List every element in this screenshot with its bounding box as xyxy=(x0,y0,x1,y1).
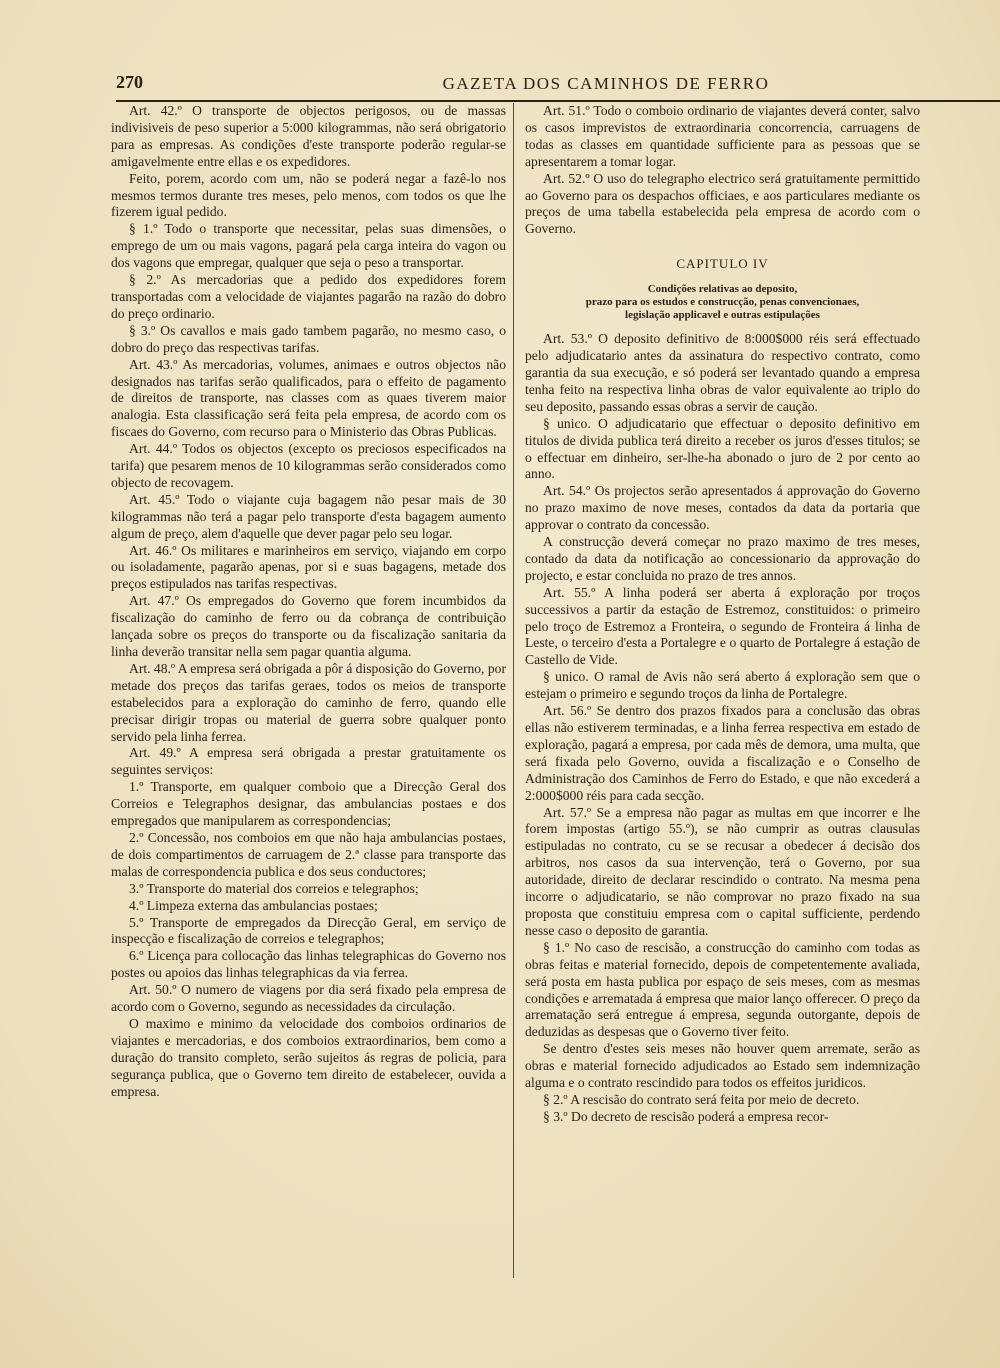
left-column xyxy=(111,103,506,1288)
paragraph: Art. 47.º Os empregados do Governo que forem incumbidos da fiscalização do caminho de ferro ou da cobrança de contribuição lançada sobre os preços do transporte ou da fiscalização sanitaria da linha deverão transitar nella sem pagar quantia alguma. xyxy=(111,593,506,659)
paragraph: Art. 51.º Todo o comboio ordinario de viajantes deverá conter, salvo os casos imprevistos de extraordinaria concorrencia, carruagens de todas as classes em quantidade sufficiente para as pessoas que se apresentarem a tomar logar. xyxy=(525,103,920,169)
paragraph: Art. 54.º Os projectos serão apresentados á approvação do Governo no prazo maximo de nove meses, contados da data da portaria que approvar o contrato da concessão. xyxy=(525,483,920,533)
paragraph: Art. 52.º O uso do telegrapho electrico será gratuitamente permittido ao Governo para os despachos officiaes, e aos particulares mediante os preços de uma tabella estabelecida pela empresa de acordo com o Governo. xyxy=(525,170,920,237)
chapter-title: CAPITULO IV xyxy=(676,256,769,272)
paragraph: Art. 53.º O deposito definitivo de 8:000$000 réis será effectuado pelo adjudicatario antes da assinatura do respectivo contrato, como garantia da sua execução, e só poderá ser levantado quando a empresa tenha feito na respectiva linha obras de valor equivalente ao triplo do seu deposito, passando essas obras a servir de caução. xyxy=(525,331,920,414)
paragraph: § 3.º Do decreto de rescisão poderá a empresa recor- xyxy=(543,1108,829,1124)
paragraph: O maximo e minimo da velocidade dos comboios ordinarios de viajantes e mercadorias, e dos comboios extraordinarios, bem como a duração do transito completo, serão sujeitos ás regras de policia, para segurança publica, que o Governo tem direito de estabelecer, ouvida a empresa. xyxy=(111,1015,506,1099)
paragraph: 5.º Transporte de empregados da Direcção Geral, em serviço de inspecção e fiscalização de correios e telegraphos; xyxy=(111,914,506,947)
journal-title: GAZETA DOS CAMINHOS DE FERRO xyxy=(442,74,770,93)
paragraph: § 2.º As mercadorias que a pedido dos expedidores forem transportadas com a velocidade de viajantes pagarão na razão do dobro do preço ordinario. xyxy=(111,272,506,321)
paragraph: Art. 45.º Todo o viajante cuja bagagem não pesar mais de 30 kilogrammas não terá a pagar pelo transporte d'esta bagagem aumento algum de preço, alem d'aquelle que dever pagar pelo seu logar. xyxy=(111,491,506,541)
paragraph: Art. 43.º As mercadorias, volumes, animaes e outros objectos não designados nas tarifas serão qualificados, para o effeito de pagamento de direitos de transporte, nas classes com as quaes tiverem maior analogia. Esta classificação será feita pela empresa, de acordo com os fiscaes do Governo, com recurso para o Ministerio das Obras Publicas. xyxy=(111,356,506,440)
paragraph: Art. 46.º Os militares e marinheiros em serviço, viajando em corpo ou isoladamente, pagarão apenas, por si e suas bagagens, metade dos preços estipulados nas tarifas respectivas. xyxy=(111,542,506,592)
column-divider xyxy=(513,103,514,1278)
paragraph: 2.º Concessão, nos comboios em que não haja ambulancias postaes, de dois compartimentos de carruagem de 2.ª classe para transporte das malas de correspondencia publica e dos seus conductores; xyxy=(111,829,506,879)
paragraph: 3.º Transporte do material dos correios e telegraphos; xyxy=(129,880,419,896)
paragraph: Feito, porem, acordo com um, não se poderá negar a fazê-lo nos mesmos termos durante tres meses, pelo menos, com todos os que lhe fizerem igual pedido. xyxy=(111,170,506,220)
paragraph: § 2.º A rescisão do contrato será feita por meio de decreto. xyxy=(543,1091,860,1107)
paragraph: Art. 44.º Todos os objectos (excepto os preciosos especificados na tarifa) que pesarem menos de 10 kilogrammas serão considerados como objecto de recovagem. xyxy=(111,441,506,490)
paragraph: 6.º Licença para collocação das linhas telegraphicas do Governo nos postes ou apoios das linhas telegraphicas da via ferrea. xyxy=(111,948,506,981)
paragraph: Art. 48.º A empresa será obrigada a pôr á disposição do Governo, por metade dos preços das tarifas geraes, todos os meios de transporte estabelecidos para a exploração do caminho de ferro, quando elle precisar dirigir tropas ou material de guerra sobre qualquer ponto servido pela linha ferrea. xyxy=(111,660,506,744)
paragraph: Art. 49.º A empresa será obrigada a prestar gratuitamente os seguintes serviços: xyxy=(111,745,506,778)
paragraph: § unico. O adjudicatario que effectuar o deposito definitivo em titulos de divida publica terá direito a receber os juros d'esses titulos; se o effectuar em dinheiro, ser-lhe-ha abonado o juro de 2 por cento ao anno. xyxy=(525,415,920,482)
paragraph: Art. 56.º Se dentro dos prazos fixados para a conclusão das obras ellas não estiverem terminadas, e a linha ferrea respectiva em estado de exploração, pagará a empresa, por cada mês de demora, uma multa, que será fixada pelo Governo, ouvida a fiscalização e o Conselho de Administração dos Caminhos de Ferro do Estado, e que não excederá a 2:000$000 réis para cada secção. xyxy=(525,703,920,803)
paragraph: Art. 57.º Se a empresa não pagar as multas em que incorrer e lhe forem impostas (artigo 55.º), se não cumprir as outras clausulas estipuladas no contrato, cu se se recusar a obedecer á decisão dos arbitros, nos casos da sua intervenção, terá o Governo, por sua autoridade, direito de declarar rescindido o contrato. Na mesma pena incorre o adjudicatario, se não comprovar no prazo fixado na sua proposta que constituiu empresa com o capital sufficiente, perdendo nesse caso o deposito de garantia. xyxy=(525,804,920,938)
paragraph: Se dentro d'estes seis meses não houver quem arremate, serão as obras e material fornecido adjudicados ao Estado sem indemnização alguma e o contrato rescindido para todos os effeitos juridicos. xyxy=(525,1041,920,1091)
paragraph: 4.º Limpeza externa das ambulancias postaes; xyxy=(129,897,378,913)
paragraph: § 3.º Os cavallos e mais gado tambem pagarão, no mesmo caso, o dobro do preço das respectivas tarifas. xyxy=(111,322,506,355)
page-header xyxy=(116,70,1000,102)
paragraph: Art. 50.º O numero de viagens por dia será fixado pela empresa de acordo com o Governo, segundo as necessidades da circulação. xyxy=(111,982,506,1015)
page-number: 270 xyxy=(116,72,143,92)
paragraph: § 1.º Todo o transporte que necessitar, pelas suas dimensões, o emprego de um ou mais vagons, pagará pela carga inteira do vagon ou dos vagons que empregar, qualquer que seja o peso a transportar. xyxy=(111,221,506,271)
paragraph: § unico. O ramal de Avis não será aberto á exploração sem que o estejam o primeiro e segundo troços da linha de Portalegre. xyxy=(525,669,920,702)
chapter-subtitle: Condições relativas ao deposito, prazo para os estudos e construcção, penas convencionaes, legislação applicavel e outras estipulações xyxy=(585,283,860,322)
right-column xyxy=(525,103,920,1288)
paragraph: A construcção deverá começar no prazo maximo de tres meses, contado da data da notificação ao concessionario da approvação do projecto, e estar concluida no prazo de tres annos. xyxy=(525,534,920,583)
paragraph: Art. 55.º A linha poderá ser aberta á exploração por troços successivos a partir da estação de Estremoz, constituidos: o primeiro pelo troço de Estremoz a Fronteira, o segundo de Fronteira á linha de Leste, o terceiro d'esta a Portalegre e o quarto de Portalegre á estação de Castello de Vide. xyxy=(525,584,920,668)
paragraph: Art. 42.º O transporte de objectos perigosos, ou de massas indivisiveis de peso superior a 5:000 kilogrammas, não será obrigatorio para as empresas. As condições d'este transporte poderão regular-se amigavelmente entre ellas e os expedidores. xyxy=(111,103,506,169)
paragraph: § 1.º No caso de rescisão, a construcção do caminho com todas as obras feitas e material fornecido, depois de competentemente avaliada, será posta em hasta publica por espaço de seis meses, com as mesmas condições e arrematada á empresa que maior lanço offerecer. O preço da arrematação será entregue á empresa, segunda outorgante, depois de deduzidas as despesas que o Governo tiver feito. xyxy=(525,939,920,1040)
paragraph: 1.º Transporte, em qualquer comboio que a Direcção Geral dos Correios e Telegraphos designar, das ambulancias postaes e dos empregados que manipularem as correspondencias; xyxy=(111,779,506,829)
